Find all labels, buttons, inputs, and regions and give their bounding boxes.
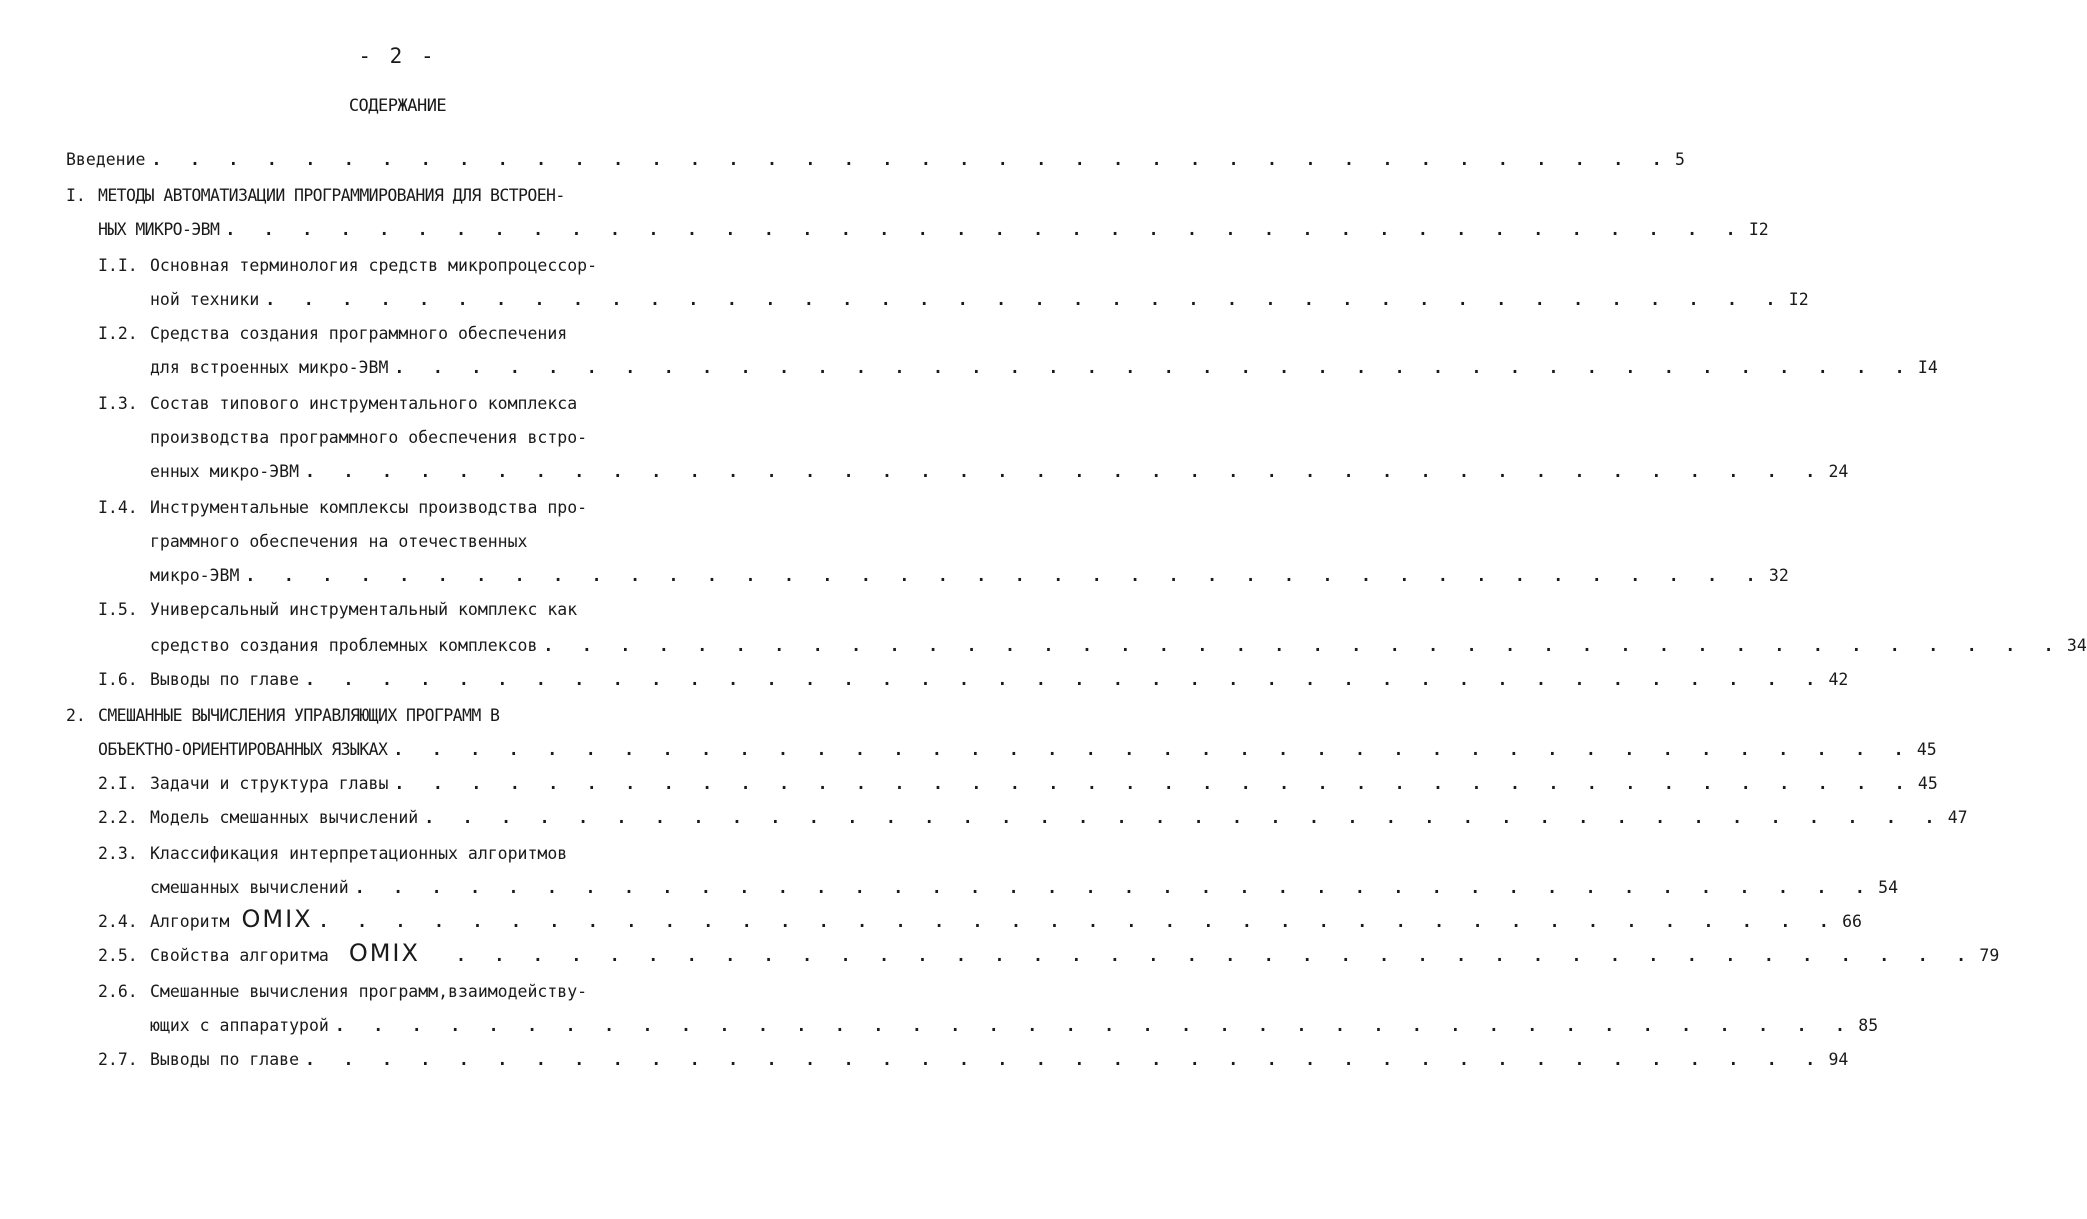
section-number: I.4. (98, 498, 138, 517)
toc-page-number: 42 (1828, 670, 1849, 689)
section-title-line: ющих с аппаратурой (150, 1016, 329, 1035)
section-number: I.6. (98, 670, 138, 689)
leader-dots: . . . . . . . . . . . . . . . . . . . . . . . . . . . . . . . . . . . . . . . . (305, 1050, 1825, 1069)
toc-entry-1-4[interactable] (150, 562, 1789, 590)
toc-entry-2-5[interactable] (150, 939, 2000, 970)
toc-page-number: I2 (1748, 220, 1769, 239)
leader-dots: . . . . . . . . . . . . . . . . . . . . . . . . . . . . . . . . . . . . . . . . (305, 462, 1825, 481)
section-number: I.2. (98, 324, 138, 343)
section-title-line[interactable]: граммного обеспечения на отечественных (150, 532, 528, 551)
section-number: 2.4. (98, 912, 138, 931)
section-number: 2.2. (98, 808, 138, 827)
section-number: 2.3. (98, 844, 138, 863)
toc-entry-2-3[interactable] (150, 874, 1899, 902)
toc-page-number: I4 (1917, 358, 1938, 377)
section-number: 2.I. (98, 774, 138, 793)
chapter-number: I. (66, 186, 86, 205)
toc-page-number: I2 (1788, 290, 1809, 309)
chapter-title-line[interactable]: СМЕШАННЫЕ ВЫЧИСЛЕНИЯ УПРАВЛЯЮЩИХ ПРОГРАММ В (98, 706, 500, 725)
toc-entry-2-7[interactable] (150, 1046, 1849, 1074)
handwritten-algorithm-name: OMIX (348, 939, 420, 967)
toc-page-number: 34 (2066, 636, 2087, 655)
leader-dots: . . . . . . . . . . . . . . . . . . . . . . . . . . . . . . . . . . . . . . . . (225, 220, 1745, 239)
leader-dots: . . . . . . . . . . . . . . . . . . . . . . . . . . . . . . . . . . . . . . . . (334, 1016, 1855, 1035)
chapter-title-line[interactable]: МЕТОДЫ АВТОМАТИЗАЦИИ ПРОГРАММИРОВАНИЯ ДЛЯ ВСТРОЕН- (98, 186, 565, 205)
section-title-line: Задачи и структура главы (150, 774, 389, 793)
leader-dots: . . . . . . . . . . . . . . . . . . . . . . . . . . . . . . . . . . . . . . . . (151, 150, 1671, 169)
leader-dots: . . . . . . . . . . . . . . . . . . . . . . . . . . . . . . . . . . . . . . . . (393, 740, 1913, 759)
toc-entry-intro[interactable] (66, 146, 1685, 174)
toc-page-number: 85 (1858, 1016, 1879, 1035)
section-title-line[interactable]: Средства создания программного обеспечения (150, 324, 568, 343)
toc-entry-1-5[interactable] (150, 632, 2087, 660)
section-title-line[interactable]: Универсальный инструментальный комплекс как (150, 600, 578, 619)
toc-page-number: 47 (1947, 808, 1968, 827)
section-title-line: для встроенных микро-ЭВМ (150, 358, 389, 377)
toc-page-number: 32 (1768, 566, 1789, 585)
section-number: 2.6. (98, 982, 138, 1001)
toc-entry-1-3[interactable] (150, 458, 1849, 486)
toc-page-number: 79 (1979, 946, 2000, 965)
section-number: 2.5. (98, 946, 138, 965)
section-number: I.5. (98, 600, 138, 619)
chapter-title-line: НЫХ МИКРО-ЭВМ (98, 220, 220, 239)
section-title-line: Алгоритм (150, 912, 230, 931)
toc-page-number: 45 (1917, 774, 1938, 793)
chapter-title-line: ОБЪЕКТНО-ОРИЕНТИРОВАННЫХ ЯЗЫКАХ (98, 740, 388, 759)
section-title-line: Свойства алгоритма (150, 946, 329, 965)
leader-dots: . . . . . . . . . . . . . . . . . . . . . . . . . . . . . . . . . . . . . . . . (455, 946, 1976, 965)
leader-dots: . . . . . . . . . . . . . . . . . . . . . . . . . . . . . . . . . . . . . . . . (265, 290, 1785, 309)
section-title-line[interactable]: Основная терминология средств микропроцессор- (150, 256, 598, 275)
section-number: 2.7. (98, 1050, 138, 1069)
leader-dots: . . . . . . . . . . . . . . . . . . . . . . . . . . . . . . . . . . . . . . . . (354, 878, 1875, 897)
section-number: I.3. (98, 394, 138, 413)
leader-dots: . . . . . . . . . . . . . . . . . . . . . . . . . . . . . . . . . . . . . . . . (245, 566, 1765, 585)
section-title-line[interactable]: Состав типового инструментального комплекса (150, 394, 578, 413)
section-title-line[interactable]: Инструментальные комплексы производства про- (150, 498, 588, 517)
toc-entry-1-1[interactable] (150, 286, 1809, 314)
toc-page-number: 24 (1828, 462, 1849, 481)
page-number: - 2 - (358, 44, 437, 68)
section-title-line: микро-ЭВМ (150, 566, 240, 585)
section-title-line[interactable]: производства программного обеспечения встро- (150, 428, 588, 447)
toc-page-number: 45 (1916, 740, 1937, 759)
toc-entry-2-6[interactable] (150, 1012, 1879, 1040)
toc-page-number: 66 (1842, 912, 1862, 931)
leader-dots: . . . . . . . . . . . . . . . . . . . . . . . . . . . . . . . . . . . . . . . . (318, 912, 1839, 931)
toc-page-number: 94 (1828, 1050, 1849, 1069)
section-title-line: ной техники (150, 290, 260, 309)
section-title-line: средство создания проблемных комплексов (150, 636, 538, 655)
toc-page-number: 54 (1878, 878, 1899, 897)
toc-entry-title: Введение (66, 150, 146, 169)
section-title-line: Выводы по главе (150, 1050, 300, 1069)
toc-entry-1-6[interactable] (150, 666, 1849, 694)
leader-dots: . . . . . . . . . . . . . . . . . . . . . . . . . . . . . . . . . . . . . . . . (543, 636, 2063, 655)
section-number: I.I. (98, 256, 138, 275)
toc-title: СОДЕРЖАНИЕ (348, 96, 447, 116)
toc-entry-1-2[interactable] (150, 354, 1938, 382)
section-title-line[interactable]: Классификация интерпретационных алгоритмов (150, 844, 568, 863)
section-title-line: смешанных вычислений (150, 878, 349, 897)
toc-entry-2-1[interactable] (150, 770, 1938, 798)
section-title-line[interactable]: Смешанные вычисления программ,взаимодейству- (150, 982, 588, 1001)
leader-dots: . . . . . . . . . . . . . . . . . . . . . . . . . . . . . . . . . . . . . . . . (394, 358, 1914, 377)
toc-entry-ch1[interactable] (98, 216, 1769, 244)
leader-dots: . . . . . . . . . . . . . . . . . . . . . . . . . . . . . . . . . . . . . . . . (305, 670, 1825, 689)
chapter-number: 2. (66, 706, 86, 725)
toc-entry-2-2[interactable] (150, 804, 1968, 832)
toc-entry-ch2[interactable] (98, 736, 1937, 764)
section-title-line: енных микро-ЭВМ (150, 462, 300, 481)
section-title-line: Модель смешанных вычислений (150, 808, 419, 827)
leader-dots: . . . . . . . . . . . . . . . . . . . . . . . . . . . . . . . . . . . . . . . . (424, 808, 1944, 827)
toc-page-number: 5 (1674, 150, 1685, 169)
toc-entry-2-4[interactable] (150, 905, 1862, 936)
section-title-line: Выводы по главе (150, 670, 300, 689)
leader-dots: . . . . . . . . . . . . . . . . . . . . . . . . . . . . . . . . . . . . . . . . (394, 774, 1914, 793)
handwritten-algorithm-name: OMIX (241, 905, 313, 933)
